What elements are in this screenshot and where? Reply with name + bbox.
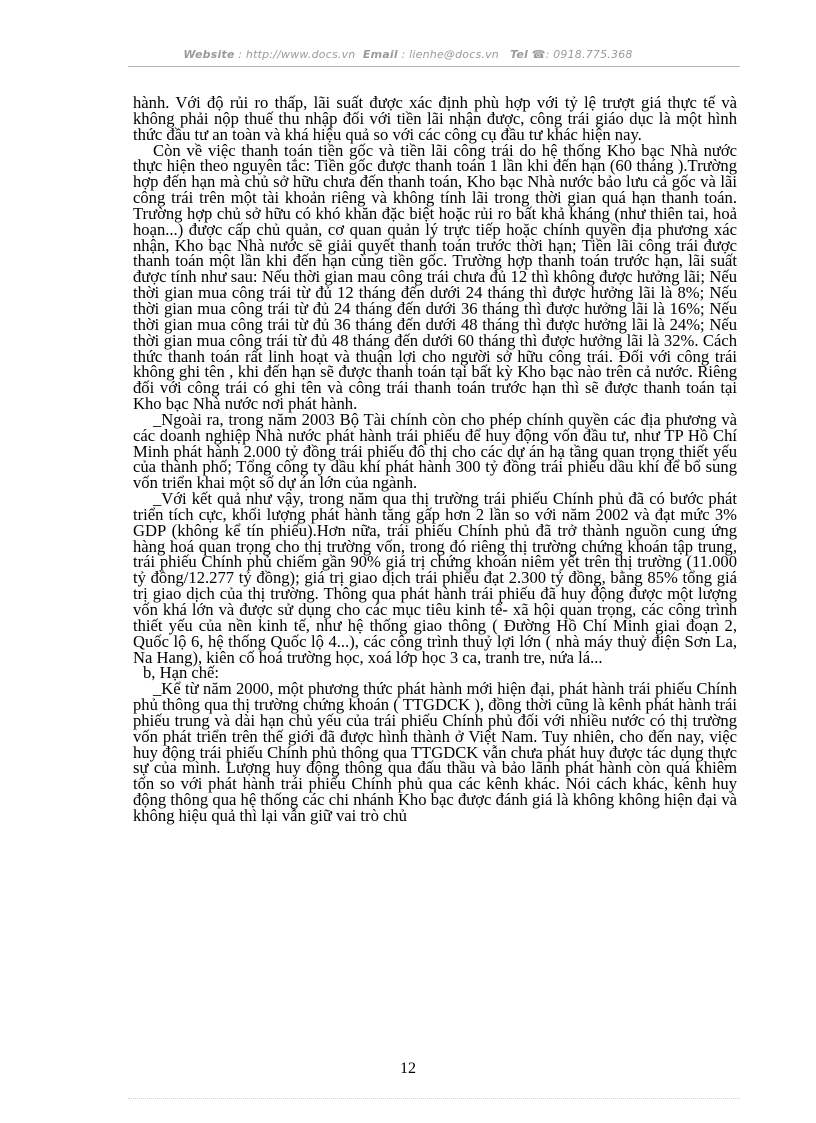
paragraph-continuation: hành. Với độ rủi ro thấp, lãi suất được xác định phù hợp với tỷ lệ trượt giá thực tế và không phải nộp thuế thu nhập đối với tiền lãi nhận được, công trái giáo dục là một hình thức đầu tư an toàn và khá hiệu quả so với các công cụ đầu tư khác hiện nay.: [133, 93, 737, 144]
document-body: [133, 95, 737, 824]
page-header: [0, 48, 816, 61]
email-label: Email: [362, 48, 398, 61]
section-heading-limitations: b, Hạn chế:: [143, 663, 220, 683]
paragraph-limitations: _Kể từ năm 2000, một phương thức phát hành mới hiện đại, phát hành trái phiếu Chính phủ thông qua thị trường chứng khoán ( TTGDCK ), đồng thời cũng là kênh phát hành trái phiếu trung và dài hạn chủ yếu của trái phiếu Chính phủ đối với nhiều nước có thị trường vốn phát triển trên thế giới đã được hình thành ở Việt Nam. Tuy nhiên, cho đến nay, việc huy động trái phiếu Chính phủ thông qua TTGDCK vẫn chưa phát huy được tác dụng thực sự của mình. Lượng huy động thông qua đấu thầu và bảo lãnh phát hành còn quá khiêm tốn so với phát hành trái phiếu Chính phủ qua các kênh khác. Nói cách khác, kênh huy động thông qua hệ thống các chi nhánh Kho bạc được đánh giá là không không hiện đại và không hiệu quả thì lại vẫn giữ vai trò chủ: [133, 679, 737, 825]
paragraph-payment-rules: Còn về việc thanh toán tiền gốc và tiền lãi công trái do hệ thống Kho bạc Nhà nước thực hiện theo nguyên tắc: Tiền gốc được thanh toán 1 lần khi đến hạn (60 tháng ).Trường hợp đến hạn mà chủ sở hữu chưa đến thanh toán, Kho bạc Nhà nước bảo lưu cả gốc và lãi công trái trên một tài khoản riêng và không tính lãi trong thời gian quá hạn thanh toán. Trường hợp chủ sở hữu có khó khăn đặc biệt hoặc rủi ro bất khả kháng (như thiên tai, hoả hoạn...) được cấp chủ quản, cơ quan quản lý trực tiếp hoặc chính quyền địa phương xác nhận, Kho bạc Nhà nước sẽ giải quyết thanh toán trước thời hạn; Tiền lãi công trái được thanh toán một lần khi đến hạn cùng tiền gốc. Trường hợp thanh toán trước hạn, lãi suất được tính như sau: Nếu thời gian mau công trái chưa đủ 12 thì không được hưởng lãi; Nếu thời gian mua công trái từ đủ 12 tháng đến dưới 24 tháng thì được hưởng lãi là 8%; Nếu thời gian mua công trái từ đủ 24 tháng đến dưới 36 tháng thì được hưởng lãi là 16%; Nếu thời gian mua công trái từ đủ 36 tháng đến dưới 48 tháng thì được hưởng lãi là 24%; Nếu thời gian mua công trái từ đủ 48 tháng đến dưới 60 tháng thì được hưởng lãi là 32%. Cách thức thanh toán rất linh hoạt và thuận lợi cho người sở hữu công trái. Đối với công trái không ghi tên , khi đến hạn sẽ được thanh toán tại bất kỳ Kho bạc nào trên cả nước. Riêng đối với công trái có ghi tên và công trái thanh toán trước hạn thì sẽ được thanh toán tại Kho bạc Nhà nước nơi phát hành.: [133, 140, 737, 414]
paragraph-other-issuers: _Ngoài ra, trong năm 2003 Bộ Tài chính còn cho phép chính quyền các địa phương và các doanh nghiệp Nhà nước phát hành trái phiếu để huy động vốn đầu tư, như TP Hồ Chí Minh phát hành 2.000 tỷ đồng trái phiếu đô thị cho các dự án hạ tầng quan trọng thiết yếu của thành phố; Tổng công ty dầu khí phát hành 300 tỷ đồng trái phiếu dầu khí để bổ sung vốn triển khai một số dự án lớn của ngành.: [133, 409, 737, 493]
website-value[interactable]: : http://www.docs.vn: [238, 48, 356, 61]
header-divider: [128, 66, 740, 67]
email-value[interactable]: : lienhe@docs.vn: [401, 48, 499, 61]
website-label: Website: [183, 48, 235, 61]
tel-label: Tel: [510, 48, 528, 61]
paragraph-results: _Với kết quả như vậy, trong năm qua thị trường trái phiếu Chính phủ đã có bước phát triển tích cực, khối lượng phát hành tăng gấp hơn 2 lần so với năm 2002 và đạt mức 3% GDP (không kể tín phiếu).Hơn nữa, trái phiếu Chính phủ đã trở thành nguồn cung ứng hàng hoá quan trọng cho thị trường vốn, trong đó riêng thị trường chứng khoán tập trung, trái phiếu Chính phủ chiếm gần 90% giá trị chứng khoán niêm yết trên thị trường (11.000 tỷ đồng/12.277 tỷ đồng); giá trị giao dịch trái phiếu đạt 2.300 tỷ đồng, bằng 85% tổng giá trị giao dịch của thị trường. Thông qua phát hành trái phiếu đã huy động được một lượng vốn khá lớn và được sử dụng cho các mục tiêu kinh tế- xã hội quan trọng, các công trình thiết yếu của nền kinh tế, như hệ thống giao thông ( Đường Hồ Chí Minh giai đoạn 2, Quốc lộ 6, hệ thống Quốc lộ 4...), các công trình thuỷ lợi lớn ( nhà máy thuỷ điện Sơn La, Na Hang), kiên cố hoá trường học, xoá lớp học 3 ca, tranh tre, nứa lá...: [133, 489, 737, 667]
page-number: 12: [400, 1060, 416, 1077]
tel-value: ☎: 0918.775.368: [531, 48, 633, 61]
footer-divider: [128, 1098, 740, 1099]
